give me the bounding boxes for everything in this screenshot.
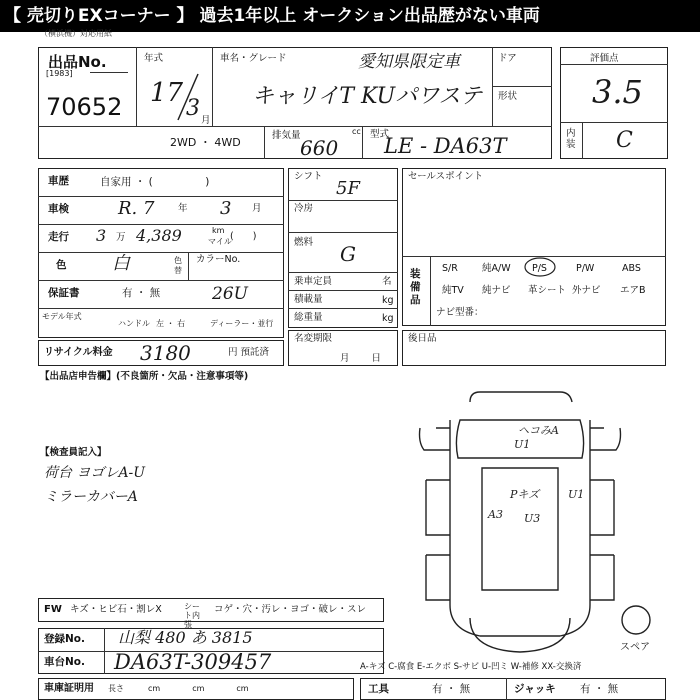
- tools-label: 工具: [368, 683, 389, 695]
- displacement-value: 660: [300, 136, 339, 160]
- history-label: 車歴: [48, 175, 69, 187]
- name-label: 車名・グレード: [220, 53, 287, 64]
- load-unit: kg: [382, 295, 394, 306]
- score-label: 評価点: [590, 53, 619, 64]
- color-code: 26U: [212, 284, 248, 304]
- weight-label: 総重量: [294, 312, 323, 323]
- displacement-unit: cc: [352, 127, 361, 136]
- garage-label: 車庫証明用: [44, 683, 94, 694]
- registration-value: 山梨 480 あ 3815: [118, 628, 253, 647]
- inspector-label: 【検査員記入】: [40, 447, 107, 458]
- drive-type: 2WD ・ 4WD: [170, 136, 241, 149]
- equipment-item: S/R: [442, 263, 458, 274]
- door-shape-label: 形状: [498, 91, 518, 102]
- banner: 【 売切りEXコーナー 】 過去1年以上 オークション出品歴がない車両: [0, 0, 700, 32]
- recycle-unit: 円 預託済: [228, 347, 270, 358]
- equipment-item: 純ナビ: [482, 285, 511, 296]
- year-month: 3: [186, 96, 200, 121]
- equipment-item: ABS: [622, 263, 641, 274]
- top-fragment: （横浜機）対応用紙: [40, 29, 112, 38]
- mileage-man-unit: 万: [116, 232, 126, 243]
- inspection-year-unit: 年: [178, 203, 188, 214]
- equipment-item: エアB: [620, 285, 646, 296]
- equipment-item: 革シート: [528, 285, 567, 296]
- equipment-grid: [432, 256, 664, 326]
- exhibit-label: 出品No.: [48, 53, 107, 71]
- inspection-month: 3: [220, 198, 232, 219]
- car-diagram: [400, 380, 670, 660]
- inspector-line1: 荷台 ヨゴレA-U: [44, 465, 146, 481]
- inspection-era: R. 7: [118, 198, 155, 219]
- equipment-item: 外ナビ: [572, 285, 601, 296]
- model-label: 型式: [370, 129, 390, 140]
- shift-value: 5F: [336, 178, 360, 199]
- color-value: 白: [112, 253, 130, 274]
- seat-label: シート内張: [184, 602, 200, 629]
- interior-label: 内装: [566, 128, 576, 150]
- change-unit: 月日: [340, 353, 404, 364]
- seat-items: コゲ・穴・汚レ・ヨゴ・破レ・スレ: [214, 604, 367, 615]
- score-value: 3.5: [592, 73, 643, 111]
- equipment-navi: ナビ型番：: [436, 307, 484, 318]
- exhibit-number: 70652: [46, 93, 123, 121]
- capacity-label: 乗車定員: [294, 276, 333, 287]
- spare-label: スペア: [620, 642, 650, 653]
- damage-mark: A3: [488, 508, 503, 521]
- fuel-label: 燃料: [294, 237, 314, 248]
- jack-value: 有 ・ 無: [580, 683, 619, 695]
- jack-label: ジャッキ: [514, 683, 556, 695]
- inspector-line2: ミラーカバーA: [44, 489, 138, 505]
- color-label: 色: [56, 259, 67, 271]
- model-year-label: モデル年式: [42, 312, 82, 321]
- equipment-item: P/S: [532, 263, 547, 274]
- warranty-label: 保証書: [48, 287, 80, 299]
- door-label: ドア: [498, 53, 517, 64]
- inspection-month-unit: 月: [252, 203, 262, 214]
- damage-legend: A-キズ C-腐食 E-エクボ S-サビ U-凹ミ W-補修 XX-交換済: [360, 662, 582, 672]
- fw-label: FW: [44, 604, 62, 615]
- fw-items: キズ・ヒビ石・割レX: [70, 604, 162, 615]
- equipment-label: 装備品: [410, 268, 421, 306]
- color-change: 色替: [174, 256, 182, 275]
- chassis-value: DA63T-309457: [114, 650, 272, 674]
- mileage-km: km: [212, 226, 225, 235]
- year-month-unit: 月: [201, 115, 211, 126]
- aircon-label: 冷房: [294, 203, 314, 214]
- displacement-label: 排気量: [272, 130, 301, 141]
- warranty-value: 有 ・ 無: [122, 287, 161, 299]
- tools-value: 有 ・ 無: [432, 683, 471, 695]
- year-label: 年式: [144, 53, 164, 64]
- name-value: キャリイT KUパワステ: [252, 84, 483, 109]
- seller-notes-label: 【出品店申告欄】(不良箇所・欠品・注意事項等): [40, 371, 249, 382]
- color-code-label: カラーNo.: [196, 254, 241, 265]
- mileage-man: 3: [96, 226, 107, 245]
- sales-point-label: セールスポイント: [408, 171, 484, 182]
- mileage-mile: マイル: [208, 237, 232, 246]
- damage-mark: ヘコみA: [518, 424, 559, 437]
- interior-value: C: [616, 128, 633, 153]
- load-label: 積載量: [294, 294, 323, 305]
- shift-label: シフト: [294, 171, 323, 182]
- registration-label: 登録No.: [44, 633, 85, 645]
- fuel-value: G: [340, 242, 356, 266]
- year-value: 17: [150, 78, 184, 108]
- handle-value: 左 ・ 右: [156, 319, 186, 328]
- mileage-label: 走行: [48, 231, 69, 243]
- garage-fields: 長さ cm cm cm: [108, 684, 249, 693]
- handle-label: ハンドル: [118, 319, 150, 328]
- after-fit-box: [402, 330, 666, 366]
- damage-mark: U3: [524, 512, 541, 525]
- equipment-item: P/W: [576, 263, 595, 274]
- chassis-label: 車台No.: [44, 656, 85, 668]
- damage-mark: Pキズ: [510, 488, 540, 501]
- mileage-paren: ( ): [230, 231, 257, 242]
- damage-mark: U1: [568, 488, 585, 501]
- history-value: 自家用 ・ ( ): [100, 176, 210, 188]
- change-label: 名変期限: [294, 333, 333, 344]
- damage-mark: U1: [514, 438, 531, 451]
- capacity-unit: 名: [382, 276, 392, 287]
- equipment-item: 純A/W: [482, 263, 511, 274]
- inspection-label: 車検: [48, 203, 69, 215]
- recycle-label: リサイクル料金: [44, 347, 113, 358]
- equipment-item: 純TV: [442, 285, 464, 296]
- recycle-value: 3180: [140, 341, 191, 365]
- circled-item-icon: [522, 256, 558, 278]
- model-value: LE - DA63T: [384, 134, 507, 158]
- dealer-label: ディーラー・並行: [210, 319, 274, 328]
- exhibit-sub: [1983]: [46, 69, 73, 78]
- tools-box: [360, 678, 666, 700]
- after-fit-label: 後日品: [408, 333, 437, 344]
- name-prefix: 愛知県限定車: [358, 52, 460, 72]
- mileage-value: 4,389: [136, 226, 182, 245]
- weight-unit: kg: [382, 313, 394, 324]
